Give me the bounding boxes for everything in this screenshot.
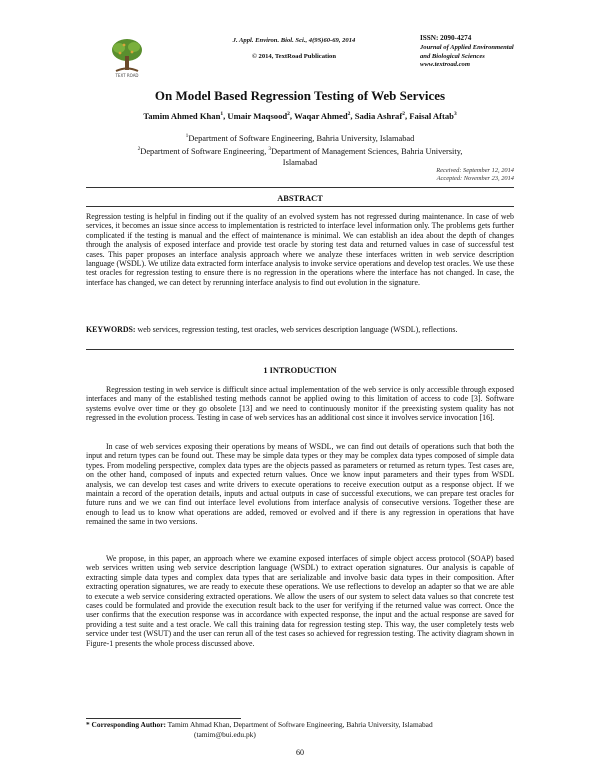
logo-caption: TEXT ROAD bbox=[115, 73, 139, 78]
affiliations bbox=[86, 131, 514, 168]
accepted-date: Accepted: November 23, 2014 bbox=[436, 175, 514, 182]
author-sup: 2 bbox=[402, 111, 405, 118]
journal-citation: J. Appl. Environ. Biol. Sci., 4(9S)60-69, 2014 bbox=[232, 37, 356, 44]
author-sup: 3 bbox=[453, 111, 457, 118]
divider bbox=[86, 206, 514, 207]
keywords-text: web services, regression testing, test oracles, web services description language (WSDL), reflections. bbox=[137, 325, 458, 334]
abstract-body: Regression testing is helpful in finding out if the quality of an evolved system has not regressed during maintenance. In case of web services, it becomes an issue since access to implementation is restricted to interface level information only. The problems gets further complicated if the testing is manual and the effect of maintenance is minimal. We can establish an idea about the depth of changes through the analysis of exposed interface and provide test oracle by storing test data and returned values in case of successful test cases. This paper proposes an interface analysis approach where we analyze these interfaces written in web service description language (WSDL). We utilize data extracted form interface analysis to invoke service operations and develop test oracles. We use these test oracles for regression testing to ensure there is no regression in the operations where the interface has not changed. In case, the interface has changed, we can detect by rerunning interface analysis to find out evolution in the signature. bbox=[86, 212, 514, 287]
keywords bbox=[86, 325, 514, 334]
divider bbox=[86, 349, 514, 350]
section-heading-introduction: 1 INTRODUCTION bbox=[263, 366, 337, 375]
author-sup: 2 bbox=[347, 111, 351, 118]
affiliation-1: $^1$Department of Software Engineering, Bahria University, Islamabad bbox=[185, 133, 415, 143]
footnote-label: * Corresponding Author: bbox=[86, 720, 166, 729]
journal-name-line2: and Biological Sciences bbox=[420, 52, 485, 60]
intro-paragraph-1: Regression testing in web service is difficult since actual implementation of the web service is only accessible through exposed interfaces and many of the established testing methods cannot be applied owing to this limitation of access to code [3]. Software systems evolve over time or they go obsolete [13] and we need to continuously monitor if the preexisting system quality has not regressed in the evolution process. Testing in case of web services has an additional cost since it involves service invocation [16]. bbox=[86, 385, 514, 423]
journal-name-line1: Journal of Applied Environmental bbox=[420, 44, 514, 51]
author-sup: 2 bbox=[287, 111, 290, 118]
author-name: Tamim Ahmed Khan bbox=[143, 111, 221, 121]
affiliation-2: $^2$Department of Software Engineering, $^3$Department of Management Sciences, Bahria University, bbox=[137, 146, 463, 157]
keywords-label: KEYWORDS: bbox=[86, 325, 136, 334]
footnote-rule bbox=[86, 718, 241, 719]
divider bbox=[86, 187, 514, 188]
paper-title: On Model Based Regression Testing of Web Services bbox=[154, 88, 446, 103]
submission-dates bbox=[400, 167, 514, 183]
author-email[interactable]: (tamim@bui.edu.pk) bbox=[194, 729, 256, 739]
received-date: Received: September 12, 2014 bbox=[436, 167, 514, 174]
affiliation-3: Islamabad bbox=[282, 157, 318, 167]
journal-url[interactable]: www.textroad.com bbox=[420, 61, 470, 69]
textroad-logo-tree-icon bbox=[108, 36, 146, 74]
corresponding-author-footnote bbox=[86, 720, 514, 739]
abstract-heading: ABSTRACT bbox=[277, 194, 323, 203]
author-sup: 1 bbox=[220, 111, 224, 118]
author-name: Waqar Ahmed bbox=[294, 111, 348, 121]
footnote-text: Tamim Ahmad Khan, Department of Software Engineering, Bahria University, Islamabad bbox=[167, 720, 433, 729]
author-name: Sadia Ashraf bbox=[354, 111, 403, 121]
page-number: 60 bbox=[296, 748, 304, 757]
author-name: Umair Maqsood bbox=[227, 111, 288, 121]
issn: ISSN: 2090-4274 bbox=[420, 34, 472, 42]
intro-paragraph-2: In case of web services exposing their operations by means of WSDL, we can find out details of operations such that both the input and return types can be found out. These may be simple data types or they may be complex data types composed of simple data types. From modeling perspective, complex data types are the objects passed as parameters or returned as return types. Test cases are, on the other hand, composed of inputs and expected return values. Once we know input parameters and their types from WSDL analysis, we can develop test cases and write drivers to execute operations to receive execution output as a response object. If we maintain a record of the operation details, inputs and actual outputs in case of successful executions, we can prepare test oracles for future runs and we we can find out interface level evolutions from interface analysis of consecutive versions. Together these are enough to lead us to know what operations are added, removed or evolved and if there is any regression in operations that have remained the same in two versions. bbox=[86, 442, 514, 527]
intro-paragraph-3: We propose, in this paper, an approach where we examine exposed interfaces of simple object access protocol (SOAP) based web services written using web service description language (WSDL) to extract operation signatures. Our analysis is capable of extracting simple data types and complex data types that are serializable and involve basic data types in their composition. After extracting operation signatures, we are ready to execute these operations. We use reflections to develop an adapter so that we are able to execute a web service considering extracted operations. We allow the users of our system to select data values so that concrete test cases could be formulated and provide the execution result back to the user for verifying if the returned value was correct. Once the user confirms that the execution response was in accordance with expected response, the input and the actual response are saved for providing a test suite and a test oracle. We call this training data for regression testing step. This way, the user completely tests web service under test (WSUT) and the user can rerun all of the test cases so achieved for regression testing. The activity diagram shown in Figure-1 presents the whole process discussed above. bbox=[86, 554, 514, 648]
author-name: Faisal Aftab bbox=[409, 111, 454, 121]
journal-name bbox=[420, 44, 530, 70]
author-list: Tamim Ahmed Khan$^1$, Umair Maqsood$^2$, Waqar Ahmed$^2$, Sadia Ashraf$^2$, Faisal Aftab$^3$ bbox=[143, 111, 457, 121]
copyright-line: © 2014, TextRoad Publication bbox=[251, 53, 337, 60]
